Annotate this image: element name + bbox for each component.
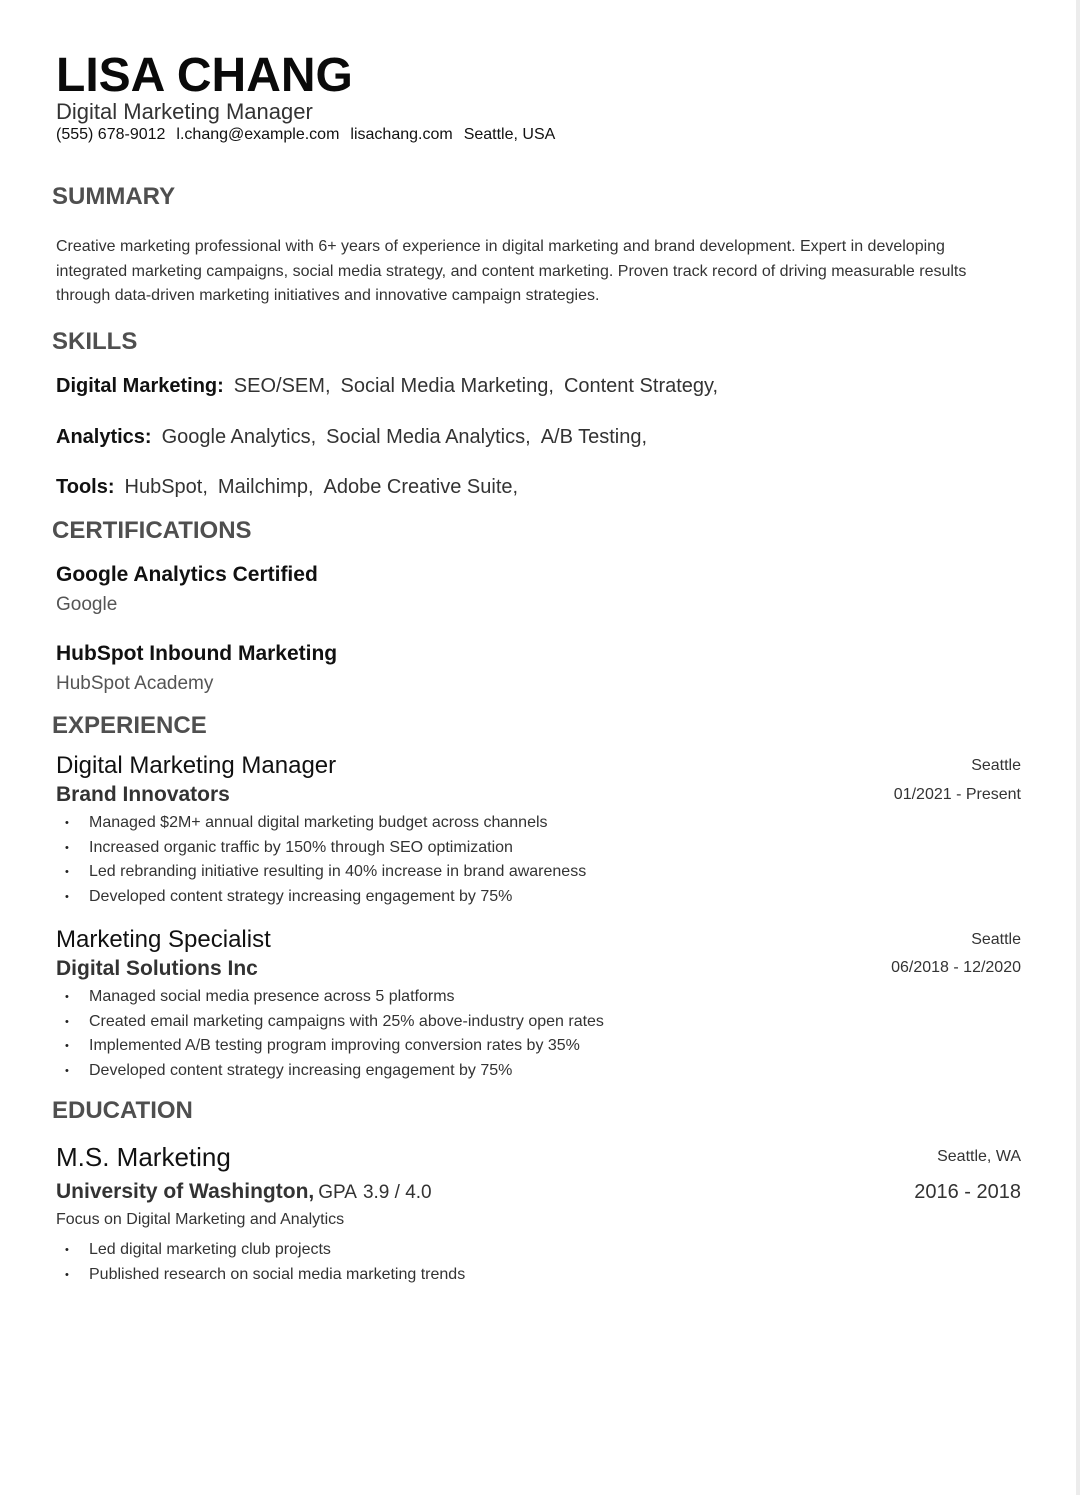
skill-separator: , <box>202 476 208 498</box>
list-item: • Increased organic traffic by 150% through SEO optimization <box>56 836 586 861</box>
skill-category-label: Analytics: <box>56 426 152 448</box>
skill-item: Google Analytics <box>161 426 311 448</box>
skill-separator: , <box>712 375 719 397</box>
list-item: • Led rebranding initiative resulting in 40% increase in brand awareness <box>56 860 586 885</box>
contact-email: l.chang@example.com <box>176 126 340 143</box>
contact-line <box>56 124 566 146</box>
education-bullets <box>56 1238 465 1287</box>
skill-item: Content Strategy <box>563 375 713 397</box>
skill-separator: , <box>512 476 519 498</box>
candidate-name: LISA CHANG <box>56 49 353 102</box>
skill-separator: , <box>641 426 648 448</box>
job-dates: 06/2018 - 12/2020 <box>891 959 1021 976</box>
contact-website: lisachang.com <box>350 126 453 143</box>
section-title-experience: EXPERIENCE <box>52 712 207 739</box>
skill-item: HubSpot <box>124 476 203 498</box>
section-title-summary: SUMMARY <box>52 183 176 210</box>
job-company: Digital Solutions Inc <box>56 957 258 980</box>
education-dates: 2016 - 2018 <box>914 1181 1021 1203</box>
job-location: Seattle <box>971 757 1021 774</box>
list-item: • Created email marketing campaigns with 25% above-industry open rates <box>56 1010 604 1035</box>
candidate-title: Digital Marketing Manager <box>56 99 313 124</box>
education-gpa: 3.9 / 4.0 <box>362 1182 432 1203</box>
section-title-skills: SKILLS <box>52 328 138 355</box>
skill-category-label: Tools: <box>56 476 115 498</box>
certification-name: HubSpot Inbound Marketing <box>56 642 338 665</box>
skill-separator: , <box>548 375 554 397</box>
job-bullets <box>56 811 586 910</box>
list-item: • Implemented A/B testing program improving conversion rates by 35% <box>56 1034 604 1059</box>
list-item: • Managed social media presence across 5 platforms <box>56 985 604 1010</box>
skill-item: Social Media Marketing <box>340 375 549 397</box>
list-item: • Managed $2M+ annual digital marketing budget across channels <box>56 811 586 836</box>
skill-separator: , <box>307 476 314 498</box>
list-item: • Developed content strategy increasing engagement by 75% <box>56 1059 604 1084</box>
skill-row <box>56 473 528 501</box>
education-location: Seattle, WA <box>937 1148 1021 1165</box>
list-item: • Led digital marketing club projects <box>56 1238 465 1263</box>
section-title-certifications: CERTIFICATIONS <box>52 517 252 544</box>
list-item: • Published research on social media marketing trends <box>56 1263 465 1288</box>
summary-text: Creative marketing professional with 6+ years of experience in digital marketing and brand development. Expert in developing integrated marketing campaigns, social media strategy, and content marketing. Proven track record of driving measurable results through data-driven marketing initiatives and innovative campaign strategies. <box>56 238 967 305</box>
skill-item: SEO/SEM <box>233 375 325 397</box>
job-location: Seattle <box>971 931 1021 948</box>
skill-separator: , <box>310 426 317 448</box>
skill-separator: , <box>525 426 531 448</box>
job-title: Marketing Specialist <box>56 926 271 953</box>
certification-issuer: Google <box>56 594 118 615</box>
education-school: University of Washington, <box>56 1180 315 1203</box>
skill-category-label: Digital Marketing: <box>56 375 224 397</box>
job-bullets <box>56 985 604 1084</box>
contact-phone: (555) 678-9012 <box>56 126 166 143</box>
certification-name: Google Analytics Certified <box>56 563 318 586</box>
skill-item: Social Media Analytics <box>326 426 526 448</box>
skill-item: A/B Testing <box>540 426 642 448</box>
list-item: • Developed content strategy increasing engagement by 75% <box>56 885 586 910</box>
education-school-line <box>56 1178 432 1207</box>
job-company: Brand Innovators <box>56 783 230 806</box>
certification-issuer: HubSpot Academy <box>56 673 214 694</box>
skill-row <box>56 372 728 400</box>
education-gpa-label: GPA <box>318 1182 357 1203</box>
education-degree: M.S. Marketing <box>56 1142 231 1172</box>
job-dates: 01/2021 - Present <box>893 786 1021 803</box>
skill-item: Adobe Creative Suite <box>323 476 513 498</box>
education-focus: Focus on Digital Marketing and Analytics <box>56 1211 345 1228</box>
section-title-education: EDUCATION <box>52 1097 193 1124</box>
job-title: Digital Marketing Manager <box>56 752 337 779</box>
skill-separator: , <box>324 375 331 397</box>
skill-row <box>56 423 657 451</box>
skill-item: Mailchimp <box>217 476 308 498</box>
page-edge <box>1076 0 1080 1495</box>
contact-location: Seattle, USA <box>463 126 556 143</box>
